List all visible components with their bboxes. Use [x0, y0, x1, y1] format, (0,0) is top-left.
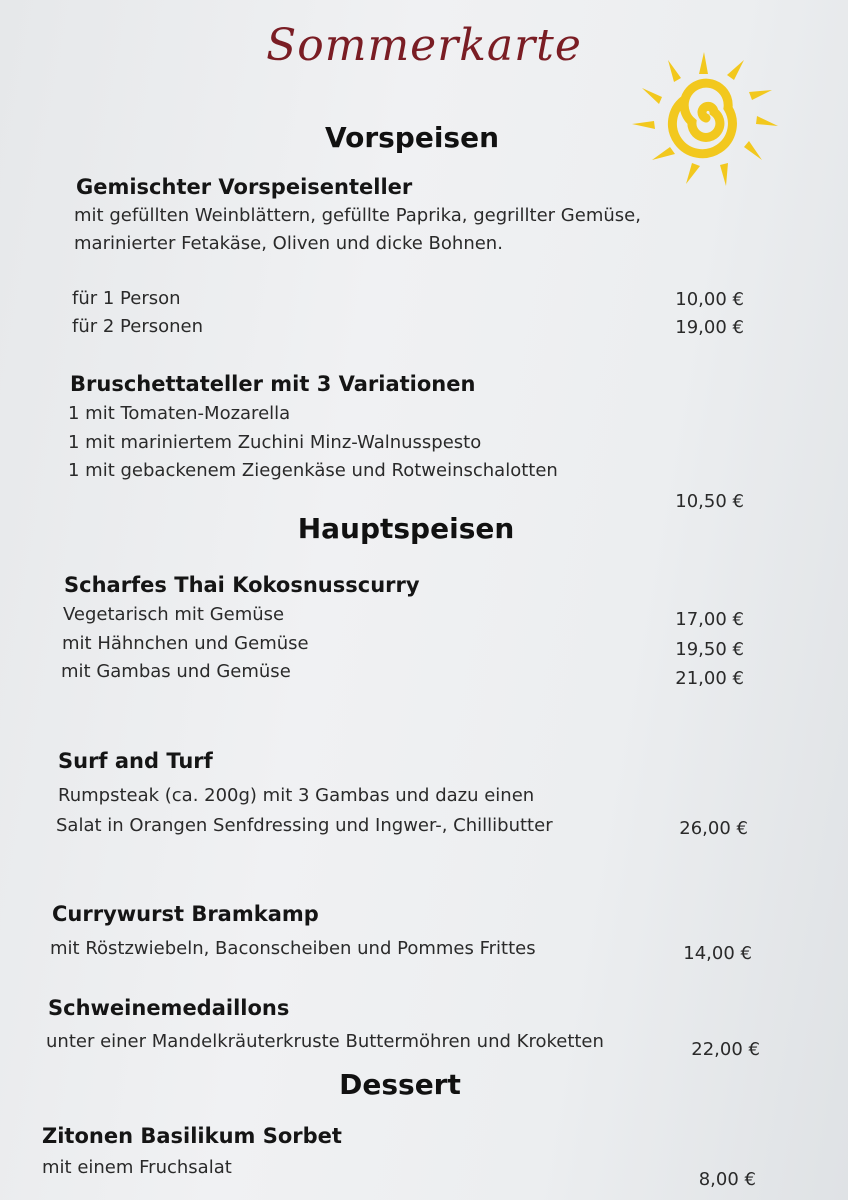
dish-description: 1 mit mariniertem Zuchini Minz-Walnusspesto	[68, 432, 482, 453]
section-heading-mains: Hauptspeisen	[297, 512, 515, 545]
dish-name: Gemischter Vorspeisenteller	[76, 175, 413, 199]
option-label: mit Hähnchen und Gemüse	[62, 633, 309, 654]
sun-icon	[626, 44, 786, 194]
section-heading-dessert: Dessert	[339, 1068, 461, 1101]
portion-label: für 1 Person	[72, 288, 181, 309]
menu-title: Sommerkarte	[266, 20, 582, 71]
dish-name: Zitonen Basilikum Sorbet	[42, 1124, 342, 1148]
dish-description: 1 mit gebackenem Ziegenkäse und Rotweinschalotten	[68, 460, 558, 481]
dish-description: Salat in Orangen Senfdressing und Ingwer-, Chillibutter	[56, 815, 553, 836]
dish-description: Rumpsteak (ca. 200g) mit 3 Gambas und dazu einen	[58, 785, 535, 806]
dish-description: unter einer Mandelkräuterkruste Buttermöhren und Kroketten	[46, 1031, 604, 1052]
price: 21,00 €	[675, 668, 744, 689]
price: 22,00 €	[691, 1039, 760, 1060]
dish-name: Surf and Turf	[58, 749, 213, 773]
portion-label: für 2 Personen	[72, 316, 204, 337]
price: 14,00 €	[683, 943, 752, 964]
price: 8,00 €	[698, 1169, 756, 1190]
dish-description: 1 mit Tomaten-Mozarella	[68, 403, 291, 424]
option-label: mit Gambas und Gemüse	[61, 661, 291, 682]
price: 19,50 €	[675, 639, 744, 660]
price: 19,00 €	[675, 317, 744, 338]
dish-description: mit einem Fruchsalat	[42, 1157, 232, 1178]
price: 17,00 €	[675, 609, 744, 630]
option-label: Vegetarisch mit Gemüse	[63, 604, 285, 625]
dish-name: Scharfes Thai Kokosnusscurry	[64, 573, 420, 597]
dish-name: Currywurst Bramkamp	[52, 902, 319, 926]
dish-description: mit gefüllten Weinblättern, gefüllte Paprika, gegrillter Gemüse,	[74, 205, 641, 226]
dish-description: mit Röstzwiebeln, Baconscheiben und Pommes Frittes	[50, 938, 536, 959]
section-heading-starters: Vorspeisen	[324, 121, 500, 154]
price: 26,00 €	[679, 818, 748, 839]
price: 10,50 €	[675, 491, 744, 512]
dish-name: Schweinemedaillons	[48, 996, 290, 1020]
price: 10,00 €	[675, 289, 744, 310]
dish-name: Bruschettateller mit 3 Variationen	[70, 372, 476, 396]
dish-description: marinierter Fetakäse, Oliven und dicke Bohnen.	[74, 233, 503, 254]
